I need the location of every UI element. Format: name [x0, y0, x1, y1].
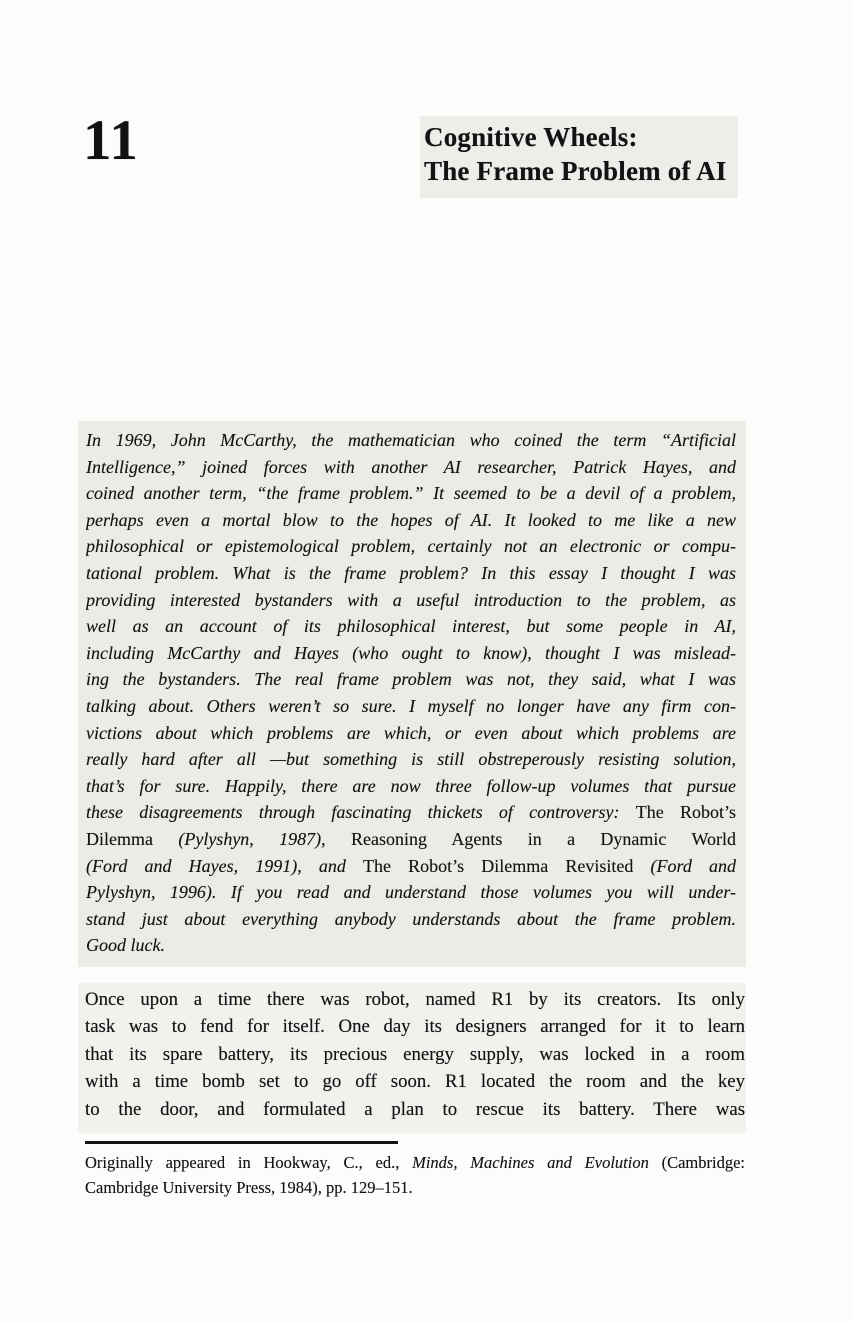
text-line: really hard after all —but something is still obstreperously resisting solution,: [86, 749, 736, 770]
chapter-title: [424, 120, 727, 188]
text-line: perhaps even a mortal blow to the hopes of AI. It looked to me like a new: [86, 509, 736, 530]
chapter-number: 11: [83, 109, 139, 172]
text-line: [86, 826, 736, 853]
chapter-title-line1: Cognitive Wheels:: [424, 122, 638, 152]
text-segment: (Pylyshyn, 1987),: [152, 828, 352, 849]
text-segment: (Cambridge:: [648, 1153, 745, 1172]
text-segment: Minds, Machines and Evolution: [412, 1153, 649, 1172]
text-line: [85, 1150, 745, 1175]
text-segment: (Ford and: [633, 855, 736, 876]
footnote-rule: [85, 1141, 398, 1144]
text-line: tational problem. What is the frame problem? In this essay I thought I was: [86, 562, 736, 583]
text-segment: Dilemma: [86, 828, 153, 849]
text-line: coined another term, “the frame problem.” It seemed to be a devil of a problem,: [86, 483, 736, 504]
text-line: ing the bystanders. The real frame problem was not, they said, what I was: [86, 669, 736, 690]
text-segment: Originally appeared in Hookway, C., ed.,: [85, 1153, 413, 1172]
text-line: victions about which problems are which, or even about which problems are: [86, 722, 736, 743]
text-line: including McCarthy and Hayes (who ought to know), thought I was mislead-: [86, 642, 736, 663]
text-line: that its spare battery, its precious energy supply, was locked in a room: [85, 1043, 745, 1065]
text-line: Once upon a time there was robot, named R1 by its creators. Its only: [85, 989, 745, 1010]
text-line: with a time bomb set to go off soon. R1 located the room and the key: [85, 1071, 745, 1093]
text-line: talking about. Others weren’t so sure. I myself no longer have any firm con-: [86, 695, 736, 716]
text-line: providing interested bystanders with a useful introduction to the problem, as: [86, 589, 736, 610]
text-line: philosophical or epistemological problem, certainly not an electronic or compu-: [86, 536, 736, 557]
text-segment: The Robot’s Dilemma Revisited: [363, 855, 634, 876]
text-line: task was to fend for itself. One day its designers arranged for it to learn: [85, 1016, 745, 1038]
body-paragraph: [85, 986, 745, 1123]
text-line: Good luck.: [86, 935, 165, 956]
text-line: [86, 799, 736, 826]
text-line: well as an account of its philosophical interest, but some people in AI,: [86, 616, 736, 637]
text-line: stand just about everything anybody understands about the frame problem.: [86, 908, 736, 929]
footnote: [85, 1150, 745, 1200]
text-line: Cambridge University Press, 1984), pp. 129–151.: [85, 1178, 413, 1197]
text-segment: The Robot’s: [635, 802, 736, 823]
text-segment: (Ford and Hayes, 1991), and: [86, 855, 363, 876]
text-line: In 1969, John McCarthy, the mathematician who coined the term “Artificial: [86, 430, 736, 450]
text-line: Pylyshyn, 1996). If you read and understand those volumes you will under-: [86, 882, 736, 903]
text-segment: Reasoning Agents in a Dynamic World: [351, 828, 736, 849]
text-segment: these disagreements through fascinating thickets of controversy:: [86, 802, 636, 823]
epigraph-paragraph: [86, 427, 736, 959]
text-line: [86, 853, 736, 880]
chapter-title-line2: The Frame Problem of AI: [424, 156, 727, 186]
text-line: Intelligence,” joined forces with another AI researcher, Patrick Hayes, and: [86, 456, 736, 477]
text-line: to the door, and formulated a plan to rescue its battery. There was: [85, 1098, 745, 1120]
text-line: that’s for sure. Happily, there are now three follow-up volumes that pursue: [86, 775, 736, 796]
